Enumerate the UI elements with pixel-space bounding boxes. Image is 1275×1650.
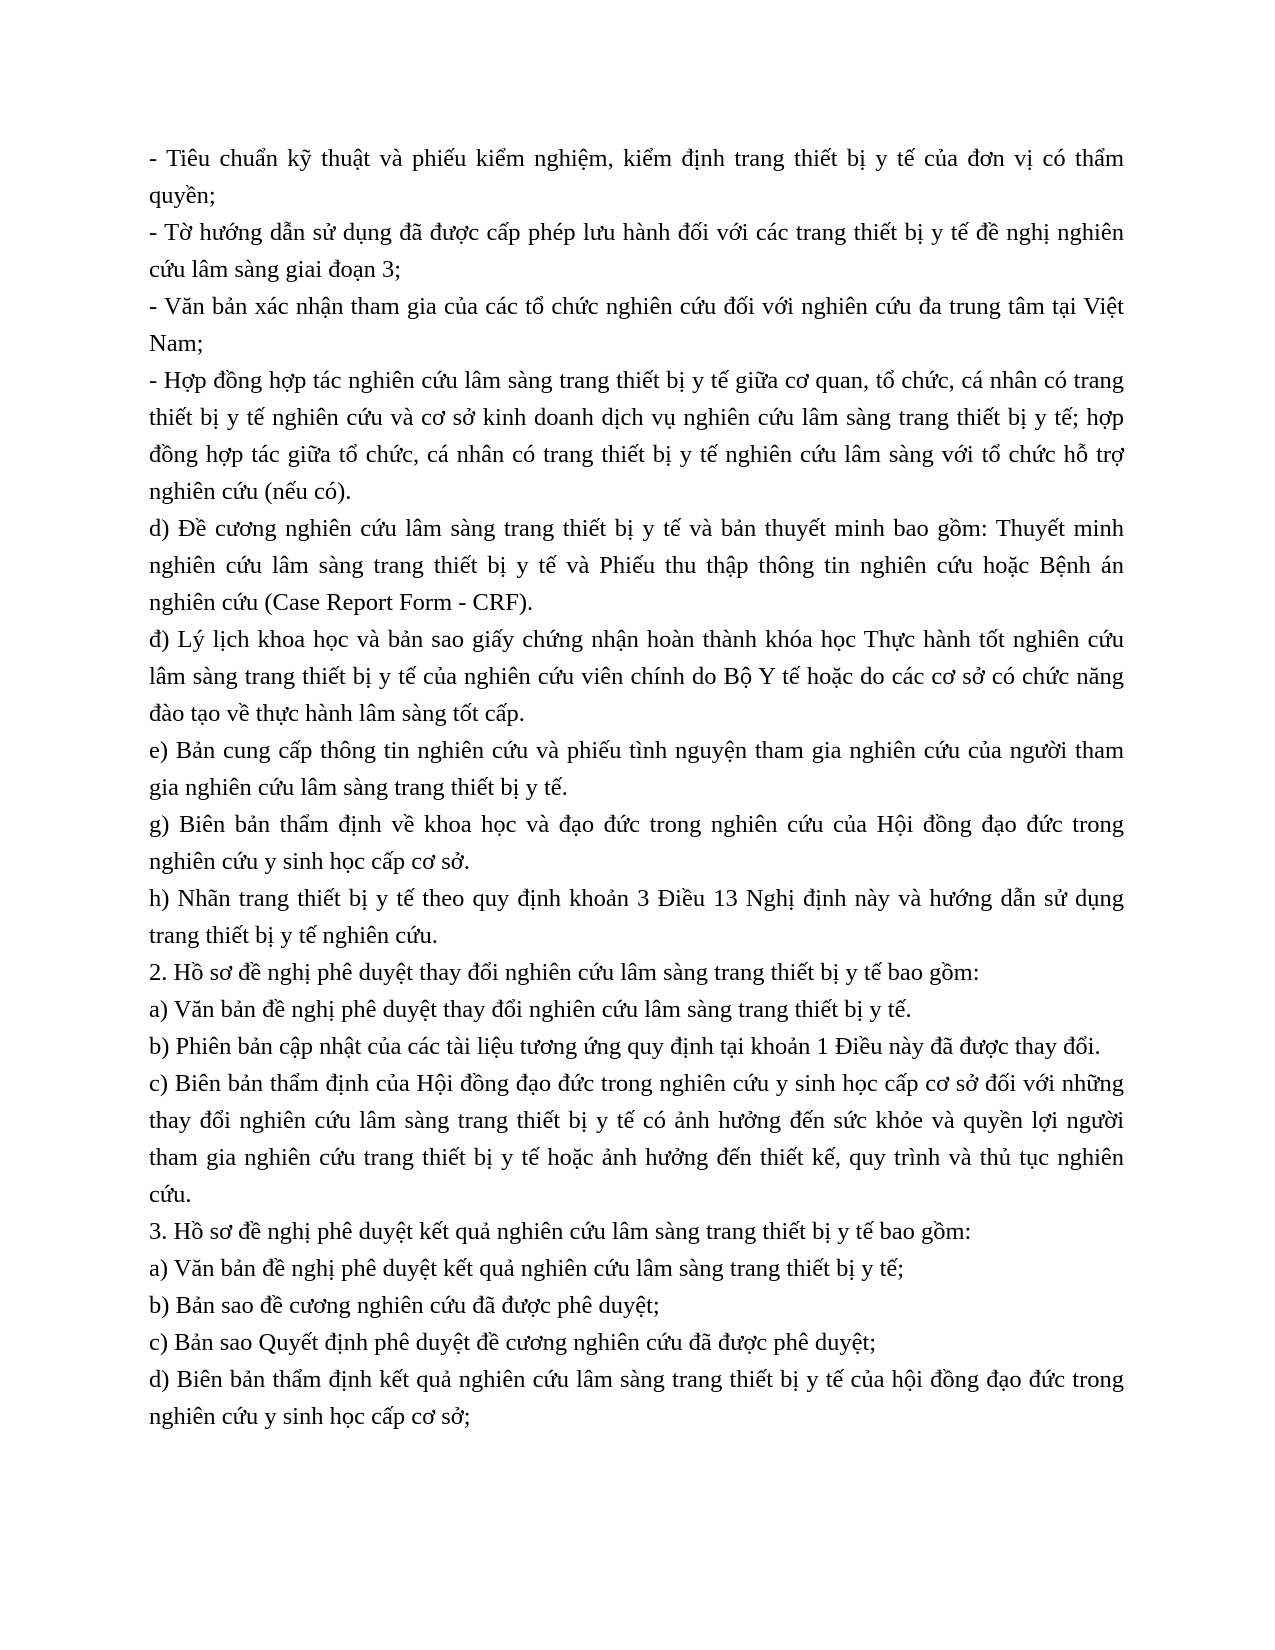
paragraph-item-g-appraisal: g) Biên bản thẩm định về khoa học và đạo đức trong nghiên cứu của Hội đồng đạo đức trong nghiên cứu y sinh học cấp cơ sở.: [149, 811, 1124, 875]
paragraph-participation-confirmation: - Văn bản xác nhận tham gia của các tổ chức nghiên cứu đối với nghiên cứu đa trung tâm tại Việt Nam;: [149, 293, 1124, 357]
section-3-heading: 3. Hồ sơ đề nghị phê duyệt kết quả nghiên cứu lâm sàng trang thiết bị y tế bao gồm:: [149, 1218, 972, 1245]
paragraph-item-e-consent: e) Bản cung cấp thông tin nghiên cứu và phiếu tình nguyện tham gia nghiên cứu của người tham gia nghiên cứu lâm sàng trang thiết bị y tế.: [149, 737, 1124, 801]
paragraph-technical-standards: - Tiêu chuẩn kỹ thuật và phiếu kiểm nghiệm, kiểm định trang thiết bị y tế của đơn vị có thẩm quyền;: [149, 145, 1124, 209]
paragraph-3d: d) Biên bản thẩm định kết quả nghiên cứu lâm sàng trang thiết bị y tế của hội đồng đạo đức trong nghiên cứu y sinh học cấp cơ sở;: [149, 1366, 1124, 1430]
paragraph-item-h-label: h) Nhãn trang thiết bị y tế theo quy định khoản 3 Điều 13 Nghị định này và hướng dẫn sử dụng trang thiết bị y tế nghiên cứu.: [149, 885, 1124, 949]
paragraph-3a: a) Văn bản đề nghị phê duyệt kết quả nghiên cứu lâm sàng trang thiết bị y tế;: [149, 1255, 905, 1282]
document-page: [149, 140, 1124, 1435]
paragraph-item-dd-cv: đ) Lý lịch khoa học và bản sao giấy chứng nhận hoàn thành khóa học Thực hành tốt nghiên cứu lâm sàng trang thiết bị y tế của nghiên cứu viên chính do Bộ Y tế hoặc do các cơ sở có chức năng đào tạo về thực hành lâm sàng tốt cấp.: [149, 626, 1124, 727]
paragraph-item-d-protocol: d) Đề cương nghiên cứu lâm sàng trang thiết bị y tế và bản thuyết minh bao gồm: Thuyết minh nghiên cứu lâm sàng trang thiết bị y tế và Phiếu thu thập thông tin nghiên cứu hoặc Bệnh án nghiên cứu (Case Report Form - CRF).: [149, 515, 1124, 616]
paragraph-3b: b) Bản sao đề cương nghiên cứu đã được phê duyệt;: [149, 1292, 660, 1319]
paragraph-2b: b) Phiên bản cập nhật của các tài liệu tương ứng quy định tại khoản 1 Điều này đã được thay đổi.: [149, 1033, 1101, 1060]
paragraph-3c: c) Bản sao Quyết định phê duyệt đề cương nghiên cứu đã được phê duyệt;: [149, 1329, 877, 1356]
paragraph-usage-instructions: - Tờ hướng dẫn sử dụng đã được cấp phép lưu hành đối với các trang thiết bị y tế đề nghị nghiên cứu lâm sàng giai đoạn 3;: [149, 219, 1124, 283]
paragraph-2a: a) Văn bản đề nghị phê duyệt thay đổi nghiên cứu lâm sàng trang thiết bị y tế.: [149, 996, 912, 1023]
paragraph-2c: c) Biên bản thẩm định của Hội đồng đạo đức trong nghiên cứu y sinh học cấp cơ sở đối với những thay đổi nghiên cứu lâm sàng trang thiết bị y tế có ảnh hưởng đến sức khỏe và quyền lợi người tham gia nghiên cứu trang thiết bị y tế hoặc ảnh hưởng đến thiết kế, quy trình và thủ tục nghiên cứu.: [149, 1070, 1124, 1208]
paragraph-cooperation-contract: - Hợp đồng hợp tác nghiên cứu lâm sàng trang thiết bị y tế giữa cơ quan, tổ chức, cá nhân có trang thiết bị y tế nghiên cứu và cơ sở kinh doanh dịch vụ nghiên cứu lâm sàng trang thiết bị y tế; hợp đồng hợp tác giữa tổ chức, cá nhân có trang thiết bị y tế nghiên cứu lâm sàng với tổ chức hỗ trợ nghiên cứu (nếu có).: [149, 367, 1124, 505]
section-2-heading: 2. Hồ sơ đề nghị phê duyệt thay đổi nghiên cứu lâm sàng trang thiết bị y tế bao gồm:: [149, 959, 980, 986]
